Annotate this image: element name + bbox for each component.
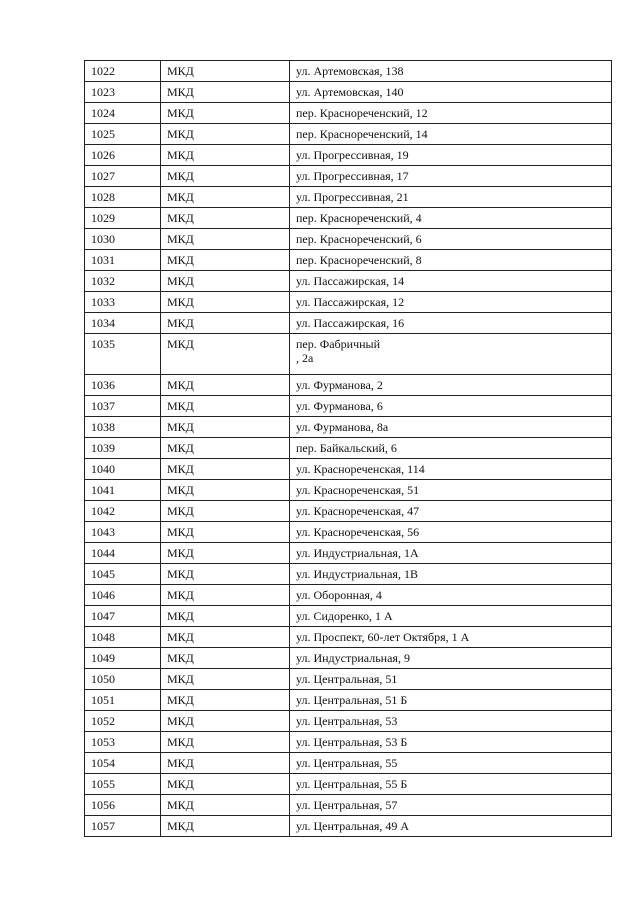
table-row xyxy=(85,606,612,627)
building-type-cell: МКД xyxy=(161,606,290,627)
address-line: ул. Центральная, 55 Б xyxy=(296,777,408,791)
row-number-cell: 1037 xyxy=(85,396,161,417)
row-number-cell: 1051 xyxy=(85,690,161,711)
table-row xyxy=(85,753,612,774)
address-line: ул. Центральная, 55 xyxy=(296,756,398,770)
address-line: ул. Пассажирская, 14 xyxy=(296,274,405,288)
row-number-cell: 1056 xyxy=(85,795,161,816)
building-type-cell: МКД xyxy=(161,229,290,250)
address-line: ул. Краснореченская, 47 xyxy=(296,504,420,518)
table-row xyxy=(85,669,612,690)
address-line: ул. Фурманова, 8а xyxy=(296,420,389,434)
row-number-cell: 1027 xyxy=(85,166,161,187)
building-type-cell: МКД xyxy=(161,334,290,375)
address-cell xyxy=(290,564,612,585)
address-line: ул. Прогрессивная, 19 xyxy=(296,148,409,162)
address-cell xyxy=(290,816,612,837)
table-row xyxy=(85,292,612,313)
row-number-cell: 1057 xyxy=(85,816,161,837)
row-number-cell: 1042 xyxy=(85,501,161,522)
address-cell xyxy=(290,145,612,166)
table-row xyxy=(85,208,612,229)
row-number-cell: 1039 xyxy=(85,438,161,459)
row-number-cell: 1024 xyxy=(85,103,161,124)
row-number-cell: 1049 xyxy=(85,648,161,669)
address-line: ул. Индустриальная, 1В xyxy=(296,567,418,581)
building-type-cell: МКД xyxy=(161,627,290,648)
building-type-cell: МКД xyxy=(161,82,290,103)
address-cell xyxy=(290,543,612,564)
table-row xyxy=(85,438,612,459)
address-line: ул. Пассажирская, 16 xyxy=(296,316,405,330)
row-number-cell: 1036 xyxy=(85,375,161,396)
address-line: ул. Центральная, 51 xyxy=(296,672,398,686)
address-line: ул. Краснореченская, 56 xyxy=(296,525,420,539)
table-row xyxy=(85,61,612,82)
address-cell xyxy=(290,774,612,795)
address-line: ул. Фурманова, 2 xyxy=(296,378,383,392)
row-number-cell: 1031 xyxy=(85,250,161,271)
table-row xyxy=(85,480,612,501)
address-cell xyxy=(290,103,612,124)
address-line: ул. Фурманова, 6 xyxy=(296,399,383,413)
row-number-cell: 1040 xyxy=(85,459,161,480)
building-type-cell: МКД xyxy=(161,816,290,837)
table-row xyxy=(85,271,612,292)
building-type-cell: МКД xyxy=(161,396,290,417)
row-number-cell: 1035 xyxy=(85,334,161,375)
address-line: ул. Артемовская, 138 xyxy=(296,64,404,78)
row-number-cell: 1025 xyxy=(85,124,161,145)
row-number-cell: 1046 xyxy=(85,585,161,606)
address-cell xyxy=(290,208,612,229)
table-row xyxy=(85,82,612,103)
row-number-cell: 1030 xyxy=(85,229,161,250)
building-type-cell: МКД xyxy=(161,711,290,732)
table-row xyxy=(85,774,612,795)
building-type-cell: МКД xyxy=(161,480,290,501)
address-line: ул. Краснореченская, 51 xyxy=(296,483,420,497)
building-type-cell: МКД xyxy=(161,124,290,145)
address-line: пер. Краснореченский, 6 xyxy=(296,232,422,246)
building-type-cell: МКД xyxy=(161,208,290,229)
address-line: ул. Индустриальная, 1А xyxy=(296,546,419,560)
address-line: ул. Центральная, 53 xyxy=(296,714,398,728)
building-type-cell: МКД xyxy=(161,166,290,187)
building-type-cell: МКД xyxy=(161,250,290,271)
building-type-cell: МКД xyxy=(161,187,290,208)
table-row xyxy=(85,313,612,334)
table-row xyxy=(85,501,612,522)
address-line: ул. Прогрессивная, 17 xyxy=(296,169,409,183)
table-row xyxy=(85,627,612,648)
address-line: пер. Байкальский, 6 xyxy=(296,441,397,455)
table-row xyxy=(85,124,612,145)
building-type-cell: МКД xyxy=(161,690,290,711)
row-number-cell: 1052 xyxy=(85,711,161,732)
building-type-cell: МКД xyxy=(161,61,290,82)
address-line: ул. Артемовская, 140 xyxy=(296,85,404,99)
address-cell xyxy=(290,124,612,145)
building-type-cell: МКД xyxy=(161,564,290,585)
address-line: ул. Пассажирская, 12 xyxy=(296,295,405,309)
row-number-cell: 1043 xyxy=(85,522,161,543)
address-line: ул. Сидоренко, 1 А xyxy=(296,609,393,623)
address-cell xyxy=(290,313,612,334)
table-row xyxy=(85,459,612,480)
address-cell xyxy=(290,501,612,522)
address-cell xyxy=(290,690,612,711)
address-cell xyxy=(290,480,612,501)
address-table xyxy=(84,60,612,837)
address-cell xyxy=(290,334,612,375)
row-number-cell: 1044 xyxy=(85,543,161,564)
table-row xyxy=(85,145,612,166)
address-cell xyxy=(290,417,612,438)
address-table-body xyxy=(85,61,612,837)
table-row xyxy=(85,648,612,669)
row-number-cell: 1055 xyxy=(85,774,161,795)
table-row xyxy=(85,250,612,271)
address-line: пер. Краснореченский, 14 xyxy=(296,127,428,141)
address-cell xyxy=(290,375,612,396)
building-type-cell: МКД xyxy=(161,795,290,816)
address-line: пер. Краснореченский, 8 xyxy=(296,253,422,267)
address-cell xyxy=(290,795,612,816)
address-cell xyxy=(290,250,612,271)
row-number-cell: 1028 xyxy=(85,187,161,208)
address-line: ул. Краснореченская, 114 xyxy=(296,462,425,476)
address-line: ул. Индустриальная, 9 xyxy=(296,651,410,665)
building-type-cell: МКД xyxy=(161,103,290,124)
row-number-cell: 1045 xyxy=(85,564,161,585)
address-cell xyxy=(290,187,612,208)
row-number-cell: 1054 xyxy=(85,753,161,774)
row-number-cell: 1047 xyxy=(85,606,161,627)
address-cell xyxy=(290,61,612,82)
row-number-cell: 1041 xyxy=(85,480,161,501)
building-type-cell: МКД xyxy=(161,271,290,292)
row-number-cell: 1034 xyxy=(85,313,161,334)
building-type-cell: МКД xyxy=(161,732,290,753)
address-cell xyxy=(290,753,612,774)
table-row xyxy=(85,732,612,753)
table-row xyxy=(85,229,612,250)
building-type-cell: МКД xyxy=(161,459,290,480)
address-cell xyxy=(290,732,612,753)
address-cell xyxy=(290,271,612,292)
address-cell xyxy=(290,648,612,669)
table-row xyxy=(85,187,612,208)
address-cell xyxy=(290,459,612,480)
address-cell xyxy=(290,522,612,543)
address-line: ул. Центральная, 57 xyxy=(296,798,398,812)
row-number-cell: 1029 xyxy=(85,208,161,229)
row-number-cell: 1053 xyxy=(85,732,161,753)
building-type-cell: МКД xyxy=(161,753,290,774)
building-type-cell: МКД xyxy=(161,648,290,669)
table-row xyxy=(85,585,612,606)
address-cell xyxy=(290,166,612,187)
address-line: ул. Центральная, 53 Б xyxy=(296,735,408,749)
address-line: ул. Центральная, 51 Б xyxy=(296,693,408,707)
building-type-cell: МКД xyxy=(161,585,290,606)
address-cell xyxy=(290,627,612,648)
address-line: , 2а xyxy=(296,351,314,365)
table-row xyxy=(85,103,612,124)
row-number-cell: 1022 xyxy=(85,61,161,82)
address-cell xyxy=(290,438,612,459)
address-line: ул. Прогрессивная, 21 xyxy=(296,190,409,204)
building-type-cell: МКД xyxy=(161,501,290,522)
address-cell xyxy=(290,292,612,313)
address-line: пер. Фабричный xyxy=(296,337,381,351)
table-row xyxy=(85,795,612,816)
address-cell xyxy=(290,711,612,732)
address-cell xyxy=(290,396,612,417)
address-cell xyxy=(290,606,612,627)
table-row xyxy=(85,690,612,711)
building-type-cell: МКД xyxy=(161,543,290,564)
building-type-cell: МКД xyxy=(161,774,290,795)
address-line: ул. Проспект, 60-лет Октября, 1 А xyxy=(296,630,470,644)
table-row xyxy=(85,816,612,837)
row-number-cell: 1038 xyxy=(85,417,161,438)
building-type-cell: МКД xyxy=(161,375,290,396)
address-line: пер. Краснореченский, 12 xyxy=(296,106,428,120)
address-cell xyxy=(290,229,612,250)
table-row xyxy=(85,396,612,417)
row-number-cell: 1023 xyxy=(85,82,161,103)
row-number-cell: 1033 xyxy=(85,292,161,313)
row-number-cell: 1050 xyxy=(85,669,161,690)
address-cell xyxy=(290,82,612,103)
building-type-cell: МКД xyxy=(161,669,290,690)
address-line: ул. Центральная, 49 А xyxy=(296,819,410,833)
building-type-cell: МКД xyxy=(161,292,290,313)
table-row xyxy=(85,334,612,375)
building-type-cell: МКД xyxy=(161,438,290,459)
table-row xyxy=(85,417,612,438)
building-type-cell: МКД xyxy=(161,522,290,543)
address-line: ул. Оборонная, 4 xyxy=(296,588,382,602)
table-row xyxy=(85,543,612,564)
address-cell xyxy=(290,585,612,606)
building-type-cell: МКД xyxy=(161,417,290,438)
building-type-cell: МКД xyxy=(161,313,290,334)
building-type-cell: МКД xyxy=(161,145,290,166)
table-row xyxy=(85,522,612,543)
address-line: пер. Краснореченский, 4 xyxy=(296,211,422,225)
row-number-cell: 1048 xyxy=(85,627,161,648)
table-row xyxy=(85,166,612,187)
address-cell xyxy=(290,669,612,690)
table-row xyxy=(85,711,612,732)
row-number-cell: 1026 xyxy=(85,145,161,166)
table-row xyxy=(85,564,612,585)
row-number-cell: 1032 xyxy=(85,271,161,292)
table-row xyxy=(85,375,612,396)
